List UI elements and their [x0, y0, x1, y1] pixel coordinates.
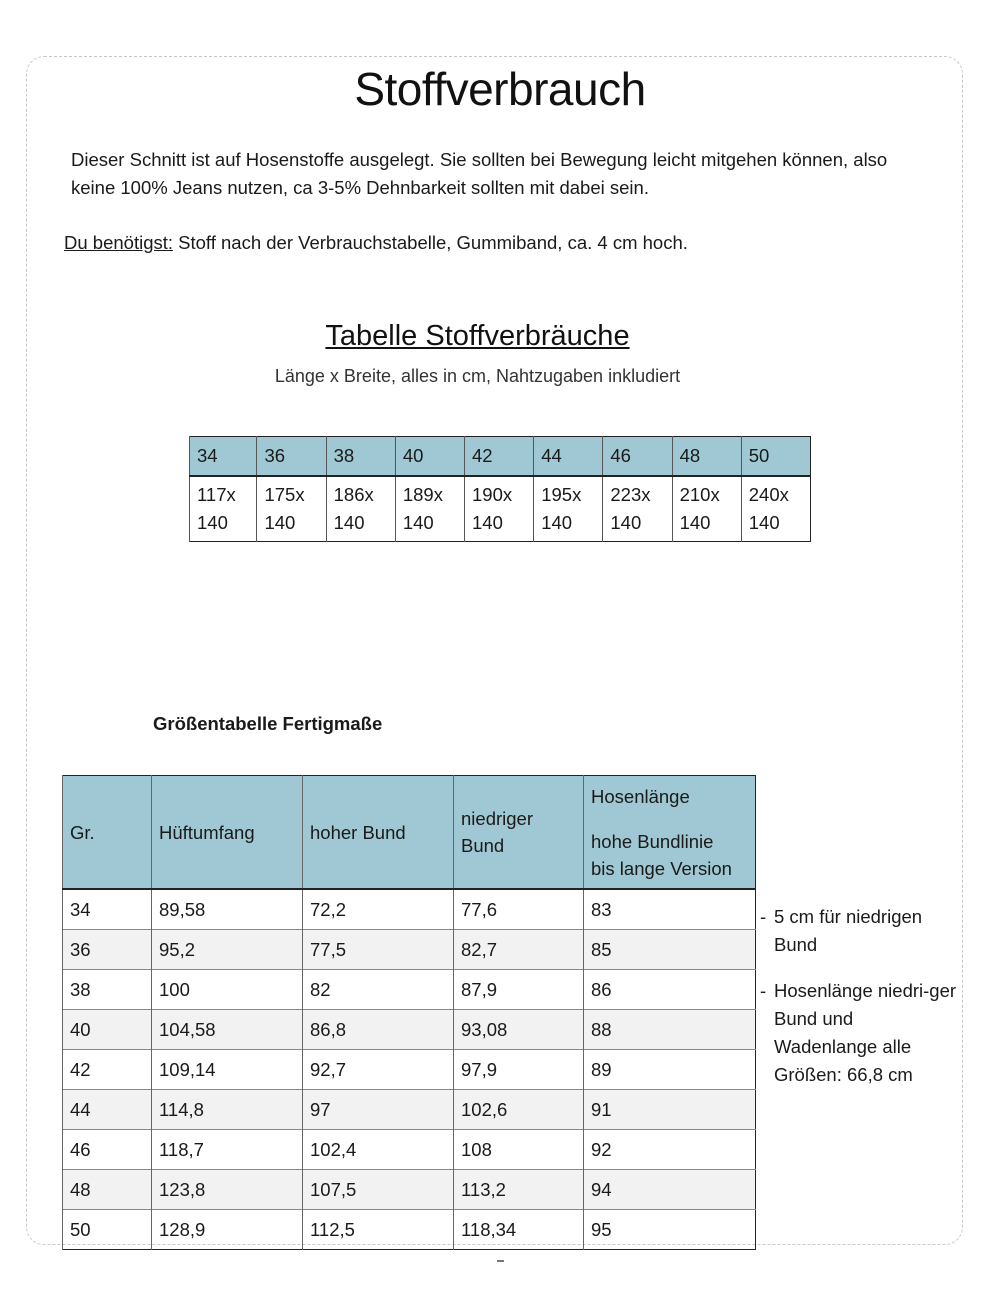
cell-length: 86 [584, 970, 756, 1010]
fabric-size-cell [326, 476, 395, 542]
header-hip: Hüftumfang [152, 776, 303, 890]
cell-hip: 109,14 [152, 1050, 303, 1090]
table-row [63, 1090, 756, 1130]
fabric-width: 140 [264, 512, 296, 533]
cell-size: 44 [63, 1090, 152, 1130]
table-row [63, 1130, 756, 1170]
cell-size: 34 [63, 889, 152, 930]
fabric-width: 140 [679, 512, 711, 533]
fabric-size-cell [190, 476, 257, 542]
cell-length: 95 [584, 1210, 756, 1250]
cell-high-waist: 97 [303, 1090, 454, 1130]
cell-hip: 104,58 [152, 1010, 303, 1050]
fabric-length: 223x [610, 484, 651, 505]
cell-size: 46 [63, 1130, 152, 1170]
table-row [63, 889, 756, 930]
cell-high-waist: 112,5 [303, 1210, 454, 1250]
table-row [63, 1010, 756, 1050]
size-table-title: Größentabelle Fertigmaße [153, 713, 383, 734]
requirements-label: Du benötigst: [64, 232, 174, 253]
note-item [760, 977, 960, 1089]
fabric-size-header: 50 [741, 437, 810, 477]
cell-low-waist: 82,7 [454, 930, 584, 970]
fabric-table-row [190, 476, 811, 542]
cell-hip: 95,2 [152, 930, 303, 970]
cell-size: 42 [63, 1050, 152, 1090]
page-title: Stoffverbrauch [354, 63, 646, 115]
cell-high-waist: 107,5 [303, 1170, 454, 1210]
fabric-length: 195x [541, 484, 582, 505]
header-length-line3: bis lange Version [591, 857, 732, 879]
cell-low-waist: 77,6 [454, 889, 584, 930]
table-row [63, 970, 756, 1010]
cell-size: 50 [63, 1210, 152, 1250]
fabric-length: 240x [748, 484, 789, 505]
note-item [760, 903, 960, 959]
fabric-length: 190x [472, 484, 513, 505]
fabric-size-cell [465, 476, 534, 542]
cell-high-waist: 72,2 [303, 889, 454, 930]
fabric-size-cell [672, 476, 741, 542]
table-row [63, 1170, 756, 1210]
fabric-table-header-row [190, 437, 811, 477]
fabric-size-header: 36 [257, 437, 326, 477]
fabric-width: 140 [197, 512, 228, 533]
cell-high-waist: 77,5 [303, 930, 454, 970]
cell-hip: 100 [152, 970, 303, 1010]
cell-length: 94 [584, 1170, 756, 1210]
cell-hip: 118,7 [152, 1130, 303, 1170]
fabric-width: 140 [472, 512, 503, 533]
cell-low-waist: 87,9 [454, 970, 584, 1010]
cell-size: 36 [63, 930, 152, 970]
header-length-line1: Hosenlänge [591, 785, 690, 807]
fabric-size-cell [534, 476, 603, 542]
fabric-size-cell [257, 476, 326, 542]
cell-low-waist: 113,2 [454, 1170, 584, 1210]
cell-length: 92 [584, 1130, 756, 1170]
cell-low-waist: 118,34 [454, 1210, 584, 1250]
fabric-usage-table [189, 436, 811, 542]
cell-hip: 89,58 [152, 889, 303, 930]
requirements-text: Stoff nach der Verbrauchstabelle, Gummiband, ca. 4 cm hoch. [173, 232, 688, 253]
bullet-dash: - [760, 906, 767, 927]
header-low-waist-line1: niedriger [461, 808, 533, 829]
cell-low-waist: 102,6 [454, 1090, 584, 1130]
fabric-table-caption: Länge x Breite, alles in cm, Nahtzugaben inkludiert [274, 366, 681, 386]
cell-high-waist: 86,8 [303, 1010, 454, 1050]
note-text: 5 cm für niedrigen Bund [774, 906, 923, 955]
fabric-size-header: 42 [465, 437, 534, 477]
fabric-width: 140 [610, 512, 642, 533]
cell-length: 85 [584, 930, 756, 970]
cell-length: 91 [584, 1090, 756, 1130]
header-size: Gr. [63, 776, 152, 890]
fabric-width: 140 [402, 512, 434, 533]
cell-low-waist: 93,08 [454, 1010, 584, 1050]
table-row [63, 930, 756, 970]
fabric-size-header: 40 [395, 437, 464, 477]
header-low-waist [454, 776, 584, 890]
fabric-length: 186x [333, 484, 374, 505]
header-high-waist: hoher Bund [303, 776, 454, 890]
fabric-size-header: 44 [534, 437, 603, 477]
cell-hip: 128,9 [152, 1210, 303, 1250]
bullet-dash: - [760, 980, 767, 1001]
fabric-length: 175x [264, 484, 305, 505]
cell-size: 40 [63, 1010, 152, 1050]
fabric-width: 140 [748, 512, 780, 533]
cell-low-waist: 97,9 [454, 1050, 584, 1090]
requirements-line [64, 229, 924, 257]
page-number-mark [497, 1260, 504, 1262]
header-length [584, 776, 756, 890]
size-table-header-row [63, 776, 756, 890]
fabric-length: 189x [402, 484, 443, 505]
cell-hip: 114,8 [152, 1090, 303, 1130]
cell-length: 88 [584, 1010, 756, 1050]
cell-high-waist: 82 [303, 970, 454, 1010]
fabric-table-title: Tabelle Stoffverbräuche [325, 320, 630, 352]
cell-size: 48 [63, 1170, 152, 1210]
fabric-width: 140 [541, 512, 573, 533]
fabric-length: 210x [679, 484, 720, 505]
cell-low-waist: 108 [454, 1130, 584, 1170]
cell-hip: 123,8 [152, 1170, 303, 1210]
fabric-size-header: 46 [603, 437, 672, 477]
fabric-size-cell [603, 476, 672, 542]
fabric-size-header: 48 [672, 437, 741, 477]
cell-high-waist: 92,7 [303, 1050, 454, 1090]
fabric-width: 140 [333, 512, 365, 533]
fabric-length: 117x [197, 484, 236, 505]
fabric-size-header: 34 [190, 437, 257, 477]
intro-paragraph: Dieser Schnitt ist auf Hosenstoffe ausgelegt. Sie sollten bei Bewegung leicht mitgehen können, also keine 100% Jeans nutzen, ca 3-5% Dehnbarkeit sollten mit dabei sein. [71, 149, 888, 198]
table-row [63, 1050, 756, 1090]
table-row [63, 1210, 756, 1250]
cell-high-waist: 102,4 [303, 1130, 454, 1170]
header-low-waist-line2: Bund [461, 835, 505, 856]
cell-length: 83 [584, 889, 756, 930]
size-table [62, 775, 756, 1250]
fabric-size-cell [741, 476, 810, 542]
fabric-size-header: 38 [326, 437, 395, 477]
cell-size: 38 [63, 970, 152, 1010]
cell-length: 89 [584, 1050, 756, 1090]
fabric-size-cell [395, 476, 464, 542]
header-length-line2: hohe Bundlinie [591, 830, 714, 852]
notes [760, 903, 960, 1107]
note-text: Hosenlänge niedri-ger Bund und Wadenlange alle Größen: 66,8 cm [774, 980, 957, 1085]
